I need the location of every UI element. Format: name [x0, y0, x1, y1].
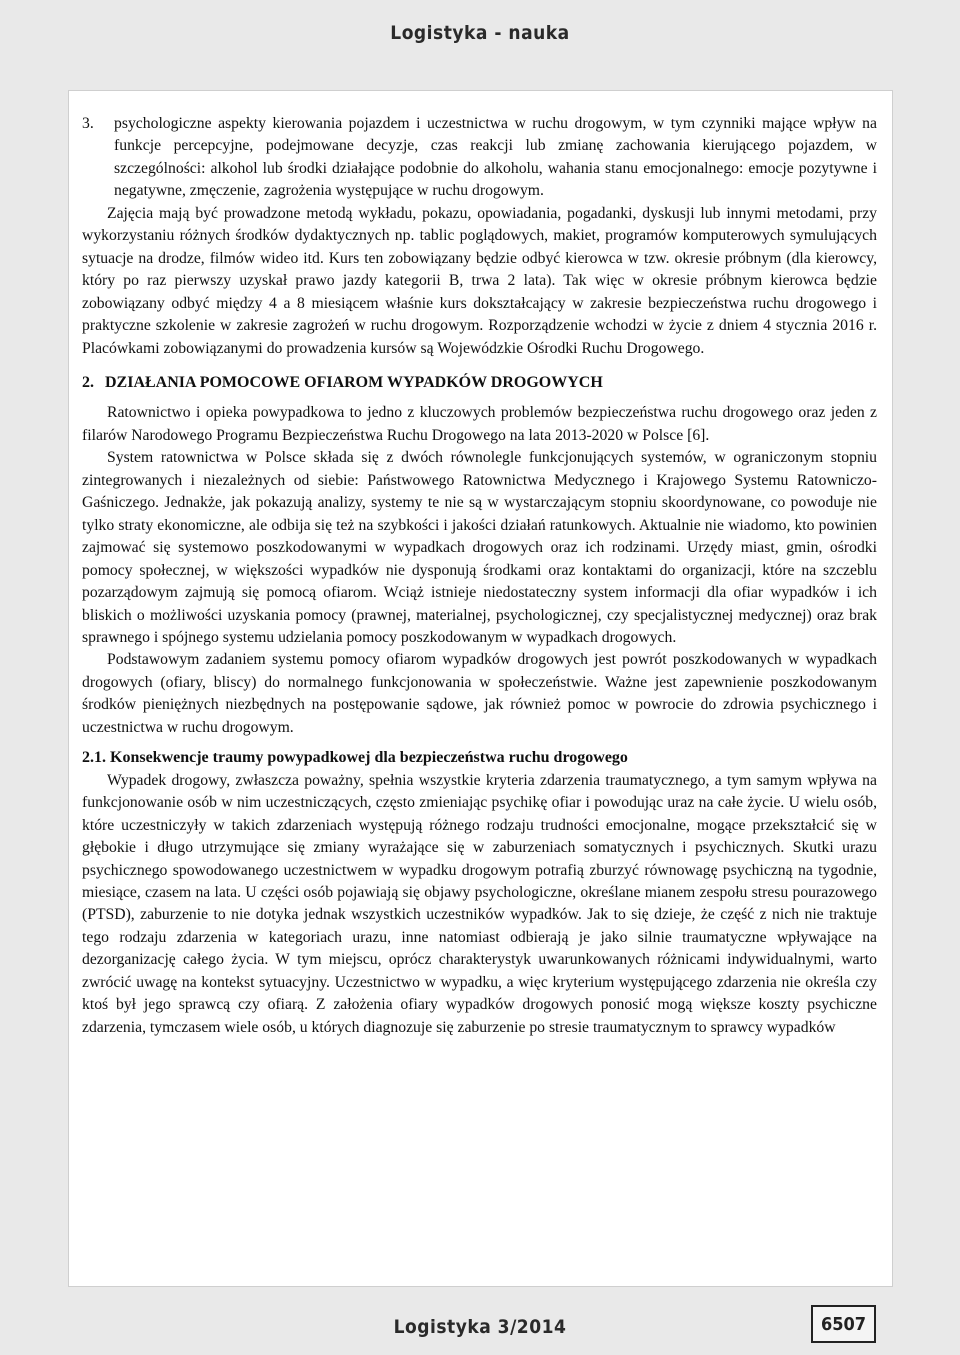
- section-2-1-paragraph: Wypadek drogowy, zwłaszcza poważny, spełnia wszystkie kryteria zdarzenia traumatycznego, a tym samym wpływa na funkcjonowanie osób w nim uczestniczących, często zmieniając psychikę ofiar i powodując uraz na całe życie. U wielu osób, które uczestniczyły w takich zdarzeniach występują różnego rodzaju trudności emocjonalne, mogące przekształcić się w głębokie i długo utrzymujące się zmiany wyrażające się w zaburzeniach somatycznych i psychicznych. Skutki urazu psychicznego spowodowanego uczestnictwem w wypadku drogowym potrafią zburzyć równowagę psychiczną na tygodnie, miesiące, czasem na lata. U części osób pojawiają się objawy psychologiczne, określane mianem zespołu stresu pourazowego (PTSD), zaburzenie to nie dotyka jednak wszystkich uczestników wypadków. Jak to się dzieje, że część z nich nie traktuje tego rodzaju zdarzenia w kategoriach urazu, inne natomiast odbierają je jako silnie traumatyczne wpływające na dezorganizację całego życia. W tym miejscu, oprócz charakterystyk uwarunkowanych różnicami indywidualnymi, warto zwrócić uwagę na kontekst sytuacyjny. Uczestnictwo w wypadku, a więc kryterium występującego zdarzenia nie określa czy ktoś był jego sprawcą czy ofiarą. Z założenia ofiary wypadków drogowych ponosić mogą większe koszty psychiczne zdarzenia, tymczasem wiele osób, u których diagnozuje się zaburzenie po stresie traumatycznym to sprawcy wypadków: [82, 771, 877, 1036]
- paragraph-zajecia: Zajęcia mają być prowadzone metodą wykładu, pokazu, opowiadania, pogadanki, dyskusji lub innymi metodami, przy wykorzystaniu różnych środków dydaktycznych np. tablic poglądowych, makiet, programów komputerowych symulujących sytuacje na drodze, filmów wideo itd. Kurs ten zobowiązany będzie odbyć kierowca w tzw. okresie próbnym (dla kierowcy, który po raz pierwszy uzyskał prawo jazdy kategorii B, trwa 2 lata). Tak więc w okresie próbnym kierowca będzie zobowiązany odbyć między 4 a 8 miesiącem właśnie kurs dokształcający w zakresie bezpieczeństwa ruchu drogowego i praktyczne szkolenie w zakresie zagrożeń w ruchu drogowym. Rozporządzenie wchodzi w życie z dniem 4 stycznia 2016 r. Placówkami zobowiązanymi do prowadzenia kursów są Wojewódzkie Ośrodki Ruchu Drogowego.: [82, 204, 877, 357]
- section-2-paragraph: System ratownictwa w Polsce składa się z dwóch równolegle funkcjonujących systemów, w ograniczonym stopniu zintegrowanych i niezależnych od siebie: Państwowego Ratownictwa Medycznego i Krajowego Systemu Ratowniczo-Gaśniczego. Jednakże, jak pokazują analizy, systemy te nie są w wystarczającym stopniu skoordynowane, co powoduje nie tylko straty ekonomiczne, ale odbija się też na szybkości i jakości działań ratunkowych. Aktualnie nie wiadomo, kto powinien zajmować się systemowo poszkodowanymi w wypadkach drogowych oraz ich rodzinami. Urzędy miast, gmin, ośrodki pomocy społecznej, w większości wypadków nie dysponują środkami oraz kontaktami do organizacji, które na szczeblu pozarządowym zajmują się pomocą ofiarom. Wciąż istnieje niedostateczny system informacji dla ofiar wypadków i ich bliskich o możliwości uzyskania pomocy (prawnej, materialnej, psychologicznej, czy specjalistycznej medycznej) oraz brak sprawnego i spójnego systemu udzielania pomocy poszkodowanym w wypadkach drogowych.: [82, 449, 877, 646]
- section-2-title: DZIAŁANIA POMOCOWE OFIAROM WYPADKÓW DROGOWYCH: [105, 373, 603, 391]
- section-2-number: 2.: [82, 373, 94, 391]
- section-2-1-heading: [82, 747, 877, 769]
- running-header: Logistyka - nauka: [390, 22, 570, 44]
- page-number-box: 6507: [811, 1305, 876, 1343]
- list-item-3: [82, 113, 877, 203]
- section-2-1-number: 2.1.: [82, 749, 106, 767]
- section-2-paragraph: Ratownictwo i opieka powypadkowa to jedno z kluczowych problemów bezpieczeństwa ruchu drogowego oraz jeden z filarów Narodowego Programu Bezpieczeństwa Ruchu Drogowego na lata 2013-2020 w Polsce [6].: [82, 404, 877, 444]
- list-item-text: psychologiczne aspekty kierowania pojazdem i uczestnictwa w ruchu drogowym, w tym czynniki mające wpływ na funkcje percepcyjne, podejmowane decyzje, czas reakcji lub zmianę zachowania kierującego pojazdem, w szczególności: alkohol lub środki działające podobnie do alkoholu, wahania stanu emocjonalnego: emocje pozytywne i negatywne, zmęczenie, zagrożenia występujące w ruchu drogowym.: [114, 115, 877, 200]
- list-item-number: 3.: [82, 115, 94, 132]
- section-2-paragraph: Podstawowym zadaniem systemu pomocy ofiarom wypadków drogowych jest powrót poszkodowanych w wypadkach drogowych (ofiary, bliscy) do normalnego funkcjonowania w społeczeństwie. Ważne jest zapewnienie poszkodowanym środków pieniężnych niezbędnych na postępowanie sądowe, jak również pomoc w powrocie do zdrowia psychicznego i uczestnictwa w ruchu drogowym.: [82, 651, 877, 736]
- article-body: [68, 90, 893, 1287]
- running-footer: Logistyka 3/2014: [393, 1316, 567, 1338]
- section-2-heading: [82, 372, 877, 394]
- section-2-1-title: Konsekwencje traumy powypadkowej dla bezpieczeństwa ruchu drogowego: [110, 749, 628, 767]
- article-text: [82, 113, 877, 1039]
